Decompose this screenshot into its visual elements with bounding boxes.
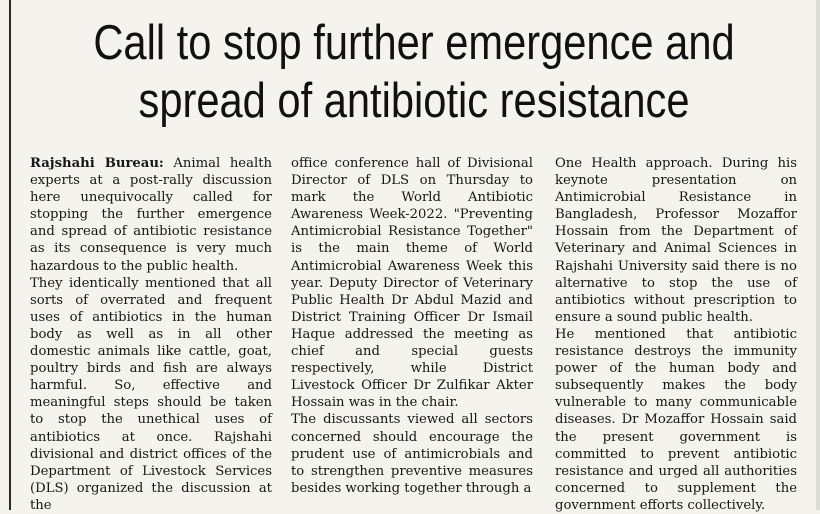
article-column-3: [555, 155, 797, 514]
page-edge: [816, 0, 820, 510]
paragraph: [30, 155, 272, 275]
article-column-1: [30, 155, 272, 514]
left-border-rule: [9, 0, 11, 510]
paragraph: They identically mentioned that all sorts of overrated and frequent uses of antibiotics in the human body as well as in all other domestic animals like cattle, goat, poultry birds and fish are always harmful. So, effective and meaningful steps should be taken to stop the unethical uses of antibiotics at once. Rajshahi divisional and district offices of the Department of Livestock Services (DLS) organized the discussion at the: [30, 275, 272, 513]
article-column-2: [291, 155, 533, 497]
paragraph: The discussants viewed all sectors concerned should encourage the prudent use of antimicrobials and to strengthen preventive measures besides working together through a: [291, 412, 533, 496]
byline: Rajshahi Bureau:: [30, 156, 164, 171]
paragraph: office conference hall of Divisional Director of DLS on Thursday to mark the World Antibiotic Awareness Week-2022. "Preventing Antimicrobial Resistance Together" is the main theme of World Antimicrobial Awareness Week this year. Deputy Director of Veterinary Public Health Dr Abdul Mazid and District Training Officer Dr Ismail Haque addressed the meeting as chief and special guests respectively, while District Livestock Officer Dr Zulfikar Akter Hossain was in the chair.: [291, 156, 533, 411]
paragraph-text: Animal health experts at a post-rally discussion here unequivocally called for stopping the further emergence and spread of antibiotic resistance as its consequence is very much hazardous to the public health.: [30, 156, 272, 274]
paragraph: One Health approach. During his keynote presentation on Antimicrobial Resistance in Bangladesh, Professor Mozaffor Hossain from the Department of Veterinary and Animal Sciences in Rajshahi University said there is no alternative to stop the use of antibiotics without prescription to ensure a sound public health.: [555, 156, 797, 325]
paragraph: He mentioned that antibiotic resistance destroys the immunity power of the human body and subsequently makes the body vulnerable to many communicable diseases. Dr Mozaffor Hossain said the present government is committed to prevent antibiotic resistance and urged all authorities concerned to supplement the government efforts collectively.: [555, 326, 797, 513]
article-headline: Call to stop further emergence and spread of antibiotic resistance: [93, 16, 735, 128]
